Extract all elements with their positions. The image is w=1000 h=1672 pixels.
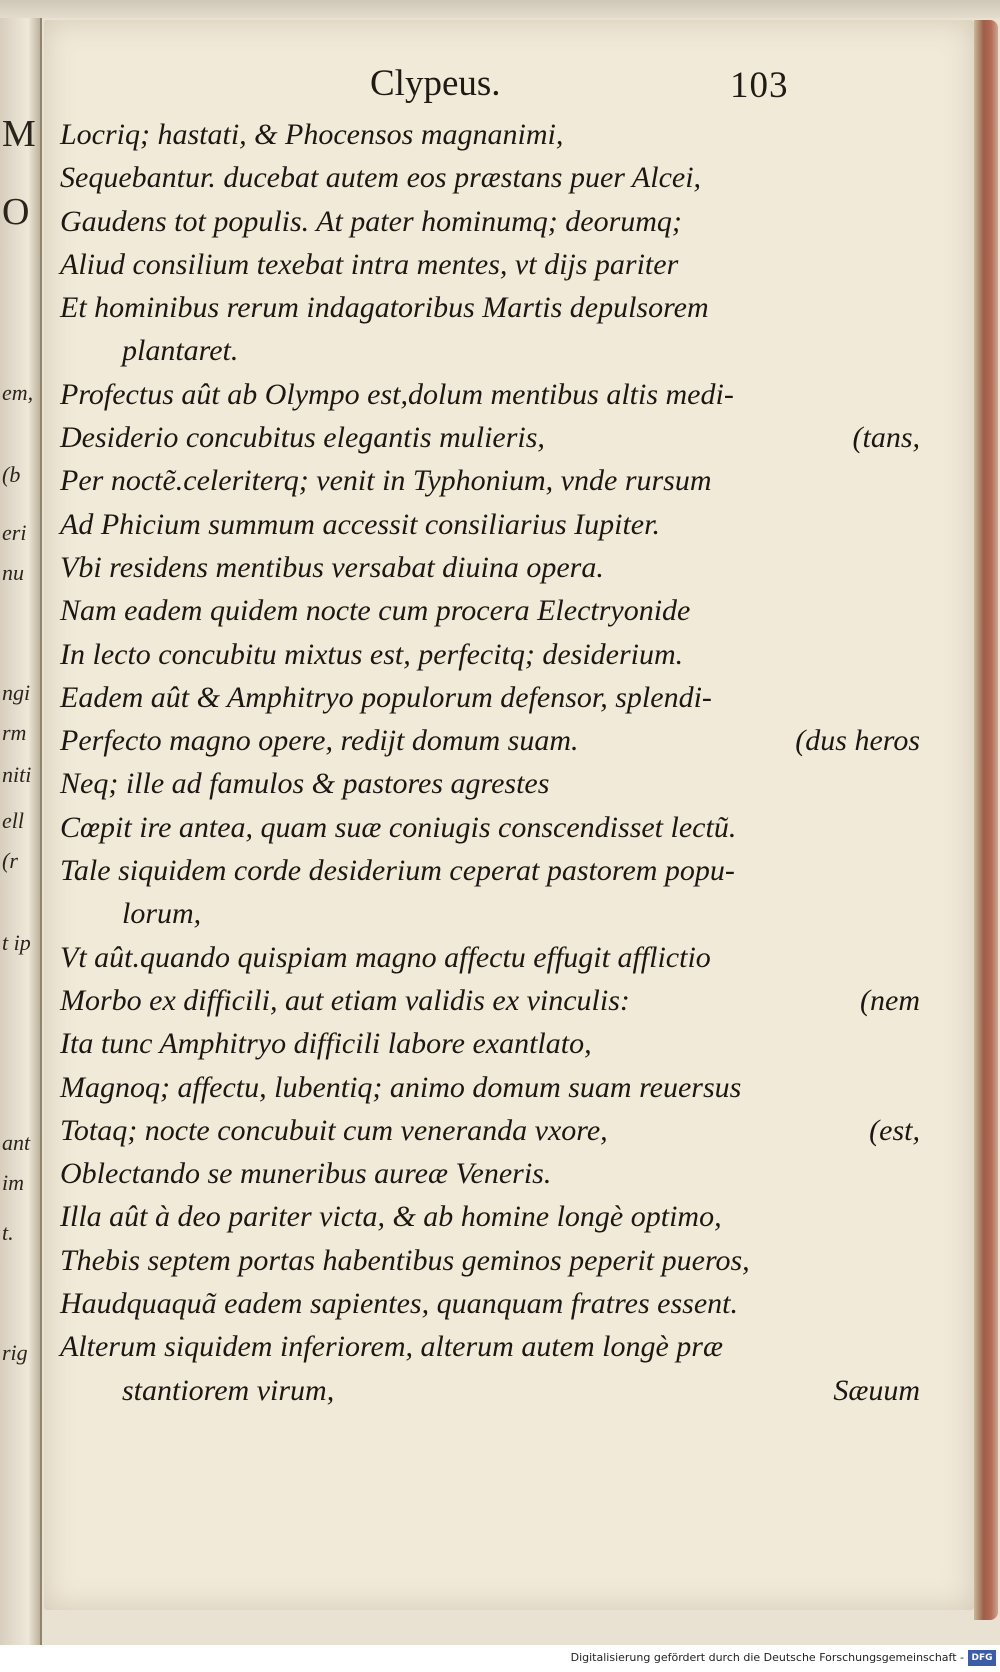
running-title: Clypeus. bbox=[370, 63, 501, 104]
line-text: Magnoq; affectu, lubentiq; animo domum suam reuersus bbox=[60, 1070, 742, 1104]
gutter-fragment: O bbox=[2, 191, 30, 233]
text-line bbox=[60, 1369, 920, 1412]
text-line bbox=[60, 589, 920, 632]
text-line bbox=[60, 633, 920, 676]
line-text: Perfecto magno opere, redijt domum suam. bbox=[60, 724, 579, 758]
text-line bbox=[60, 1325, 920, 1368]
gutter-fragment: rm bbox=[2, 720, 27, 745]
line-text: Cœpit ire antea, quam suæ coniugis conscendisset lectũ. bbox=[60, 810, 737, 844]
line-text: Gaudens tot populis. At pater hominumq; deorumq; bbox=[60, 204, 682, 238]
text-line bbox=[60, 806, 920, 849]
line-text: Aliud consilium texebat intra mentes, vt dijs pariter bbox=[60, 247, 679, 281]
line-text: Morbo ex difficili, aut etiam validis ex vinculis: bbox=[60, 983, 630, 1017]
turnover-fragment: (est, bbox=[869, 1113, 920, 1147]
gutter-fragment: niti bbox=[2, 762, 32, 787]
gutter-fragment: eri bbox=[2, 520, 27, 545]
text-line bbox=[60, 892, 920, 935]
gutter-fragment: t ip bbox=[2, 930, 31, 955]
text-line bbox=[60, 1022, 920, 1065]
line-text: lorum, bbox=[122, 897, 202, 931]
text-line bbox=[60, 676, 920, 719]
line-text: Ita tunc Amphitryo difficili labore exantlato, bbox=[60, 1027, 592, 1061]
line-text: Totaq; nocte concubuit cum veneranda vxore, bbox=[60, 1113, 608, 1147]
line-text: Illa aût à deo pariter victa, & ab homine longè optimo, bbox=[60, 1200, 722, 1234]
line-text: plantaret. bbox=[122, 334, 239, 368]
gutter-fragment: t. bbox=[2, 1220, 14, 1245]
text-line bbox=[60, 849, 920, 892]
line-text: Neq; ille ad famulos & pastores agrestes bbox=[60, 767, 550, 801]
text-line bbox=[60, 156, 920, 199]
turnover-fragment: (dus heros bbox=[795, 724, 920, 758]
line-text: Alterum siquidem inferiorem, alterum autem longè præ bbox=[60, 1330, 723, 1364]
line-text: Haudquaquã eadem sapientes, quanquam fratres essent. bbox=[60, 1287, 738, 1321]
page-fore-edge bbox=[974, 20, 998, 1620]
funding-notice: Digitalisierung gefördert durch die Deutsche Forschungsgemeinschaft - bbox=[570, 1651, 964, 1664]
text-line bbox=[60, 1239, 920, 1282]
text-line bbox=[60, 243, 920, 286]
top-edge-strip bbox=[0, 0, 1000, 18]
gutter-fragment: nu bbox=[2, 560, 24, 585]
line-text: Locriq; hastati, & Phocensos magnanimi, bbox=[60, 118, 564, 151]
line-text: Nam eadem quidem nocte cum procera Electryonide bbox=[60, 594, 691, 628]
text-line bbox=[60, 1152, 920, 1195]
text-line bbox=[60, 459, 920, 502]
line-text: In lecto concubitu mixtus est, perfecitq; desiderium. bbox=[60, 637, 684, 671]
text-line bbox=[60, 979, 920, 1022]
page-number: 103 bbox=[730, 65, 789, 106]
gutter-fragment: M bbox=[2, 113, 36, 155]
text-line bbox=[60, 719, 920, 762]
gutter-fragment: ngi bbox=[2, 680, 31, 705]
line-text: Eadem aût & Amphitryo populorum defensor, splendi- bbox=[60, 680, 712, 714]
line-text: Oblectando se muneribus aureæ Veneris. bbox=[60, 1157, 552, 1191]
verse-text-block bbox=[60, 113, 920, 1412]
gutter-fragment: (r bbox=[2, 848, 18, 873]
text-line bbox=[60, 1195, 920, 1238]
line-text: Per noctẽ.celeriterq; venit in Typhonium, vnde rursum bbox=[60, 464, 712, 498]
text-line bbox=[60, 936, 920, 979]
turnover-fragment: (nem bbox=[860, 983, 920, 1017]
text-line bbox=[60, 1282, 920, 1325]
line-text: Desiderio concubitus elegantis mulieris, bbox=[60, 421, 545, 455]
gutter-fragment: ant bbox=[2, 1130, 31, 1155]
line-text: Et hominibus rerum indagatoribus Martis depulsorem bbox=[60, 291, 709, 325]
text-line bbox=[60, 200, 920, 243]
gutter-fragment: im bbox=[2, 1170, 24, 1195]
catchword: Sæuum bbox=[833, 1373, 920, 1407]
text-line bbox=[60, 546, 920, 589]
line-text: Ad Phicium summum accessit consiliarius Iupiter. bbox=[60, 507, 660, 541]
line-text: Tale siquidem corde desiderium ceperat pastorem popu- bbox=[60, 854, 735, 888]
text-line bbox=[60, 416, 920, 459]
text-line bbox=[60, 113, 920, 156]
dfg-logo: DFG bbox=[968, 1650, 996, 1666]
gutter-fragment: rig bbox=[2, 1340, 28, 1365]
gutter-fragment: em, bbox=[2, 380, 34, 405]
gutter-fragment: ell bbox=[2, 808, 24, 833]
turnover-fragment: (tans, bbox=[852, 421, 920, 455]
gutter-fragment: (b bbox=[2, 462, 21, 487]
line-text: stantiorem virum, bbox=[122, 1373, 335, 1407]
text-line bbox=[60, 762, 920, 805]
line-text: Sequebantur. ducebat autem eos præstans puer Alcei, bbox=[60, 161, 702, 195]
text-line bbox=[60, 1066, 920, 1109]
line-text: Vbi residens mentibus versabat diuina opera. bbox=[60, 550, 604, 584]
text-line bbox=[60, 1109, 920, 1152]
text-line bbox=[60, 329, 920, 372]
footer-bar bbox=[0, 1648, 1000, 1672]
line-text: Profectus aût ab Olympo est,dolum mentibus altis medi- bbox=[60, 377, 734, 411]
text-line bbox=[60, 503, 920, 546]
text-line bbox=[60, 286, 920, 329]
line-text: Thebis septem portas habentibus geminos peperit pueros, bbox=[60, 1243, 750, 1277]
text-line bbox=[60, 373, 920, 416]
line-text: Vt aût.quando quispiam magno affectu effugit afflictio bbox=[60, 940, 711, 974]
